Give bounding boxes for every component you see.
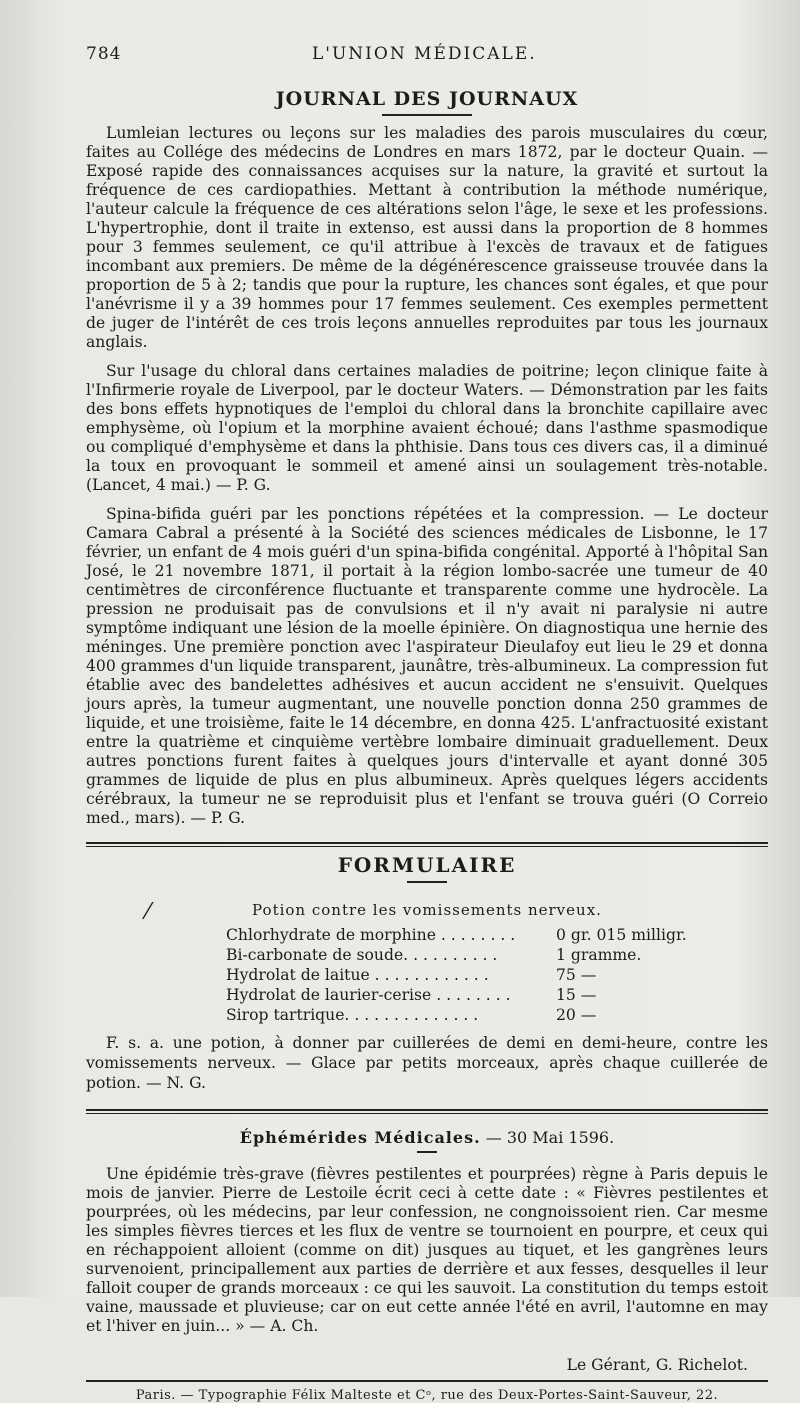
ingredient-quantity: 0 gr. 015 milligr. (556, 926, 687, 944)
title-rule (382, 114, 472, 116)
title-rule (417, 1151, 437, 1153)
ingredient-quantity: 1 gramme. (556, 946, 642, 964)
prescription-row (226, 1005, 687, 1025)
prescription-row (226, 965, 687, 985)
journal-name: L'UNION MÉDICALE. (312, 44, 537, 64)
prescription-table (226, 925, 687, 1025)
article-paragraph: Spina-bifida guéri par les ponctions répétées et la compression. — Le docteur Camara Cabral a présenté à la Société des sciences médicales de Lisbonne, le 17 février, un enfant de 4 mois guéri d'un spina-bifida congénital. Apporté à l'hôpital San José, le 21 novembre 1871, il portait à la région lombo-sacrée une tumeur de 40 centimètres de circonférence fluctuante et transparente comme une hydrocèle. La pression ne produisait pas de convulsions et il n'y avait ni paralysie ni autre symptôme indiquant une lésion de la moelle épinière. On diagnostiqua une hernie des méninges. Une première ponction avec l'aspirateur Dieulafoy eut lieu le 29 et donna 400 grammes d'un liquide transparent, jaunâtre, très-albumineux. La compression fut établie avec des bandelettes adhésives et aucun accident ne s'ensuivit. Quelques jours après, la tumeur augmentant, une nouvelle ponction donna 250 grammes de liquide, et une troisième, faite le 14 décembre, en donna 425. L'anfractuosité existant entre la quatrième et cinquième vertèbre lombaire diminuait graduellement. Deux autres ponctions furent faites à quelques jours d'intervalle et ayant donné 305 grammes de liquide de plus en plus albumineux. Après quelques légers accidents cérébraux, la tumeur ne se reproduisit plus et l'enfant se trouva guéri (O Correio med., mars). — P. G. (86, 505, 768, 827)
title-rule (407, 881, 447, 883)
section-title-formulaire: FORMULAIRE (337, 853, 517, 877)
prescription-row (226, 945, 687, 965)
prescription-note: F. s. a. une potion, à donner par cuillerées de demi en demi-heure, contre les vomissements nerveux. — Glace par petits morceaux, après chaque cuillerée de potion. — N. G. (86, 1034, 768, 1092)
ingredient-name: Sirop tartrique. . . . . . . . . . . . . . (226, 1006, 479, 1024)
article-paragraph: Lumleian lectures ou leçons sur les maladies des parois musculaires du cœur, faites au Collége des médecins de Londres en mars 1872, par le docteur Quain. — Exposé rapide des connaissances acquises sur la nature, la gravité et surtout la fréquence de ces cardiopathies. Mettant à contribution la méthode numérique, l'auteur calcule la fréquence de ces altérations selon l'âge, le sexe et les professions. L'hypertrophie, dont il traite in extenso, est aussi dans la proportion de 8 hommes pour 3 femmes seulement, ce qu'il attribue à l'excès de travaux et de fatigues incombant aux premiers. De même de la dégénérescence graisseuse trouvée dans la proportion de 5 à 2; tandis que pour la rupture, les chances sont égales, et que pour l'anévrisme il y a 39 hommes pour 17 femmes seulement. Ces exemples permettent de juger de l'intérêt de ces trois leçons annuelles reproduites par tous les journaux anglais. (86, 124, 768, 351)
ingredient-quantity: 15 — (556, 986, 597, 1004)
page-number: 784 (86, 44, 122, 64)
ingredient-quantity: 75 — (556, 966, 597, 984)
ephemerides-text: Une épidémie très-grave (fièvres pestilentes et pourprées) règne à Paris depuis le mois de janvier. Pierre de Lestoile écrit ceci à cette date : « Fièvres pestilentes et pourprées, où les médecins, par leur confession, ne congnoissoient rien. Car mesme les simples fièvres tierces et les flux de ventre se tournoient en pourpre, et ceux qui en réchappoient alloient (comme on dit) jusques au tiquet, et les gangrènes leurs survenoient, principallement aux parties de derrière et aux fesses, desquelles il leur falloit couper de grands morceaux : ce qui les sauvoit. La constitution du temps estoit vaine, maussade et pluvieuse; car on eut cette année l'été en avril, l'automne en may et l'hiver en juin... » — A. Ch. (86, 1164, 768, 1335)
ingredient-name: Hydrolat de laitue . . . . . . . . . . . . (226, 966, 489, 984)
footer-divider (86, 1380, 768, 1382)
running-head (86, 38, 768, 68)
prescription-heading: Potion contre les vomissements nerveux. (252, 901, 602, 919)
section-divider (86, 1109, 768, 1114)
ingredient-name: Chlorhydrate de morphine . . . . . . . . (226, 926, 516, 944)
signature: Le Gérant, G. Richelot. (566, 1355, 748, 1374)
ephemerides-heading: Éphémérides Médicales. (239, 1127, 481, 1147)
section-title-journal: JOURNAL DES JOURNAUX (275, 88, 579, 110)
section-divider (86, 842, 768, 847)
ingredient-quantity: 20 — (556, 1006, 597, 1024)
prescription-row (226, 985, 687, 1005)
ingredient-name: Bi-carbonate de soude. . . . . . . . . . (226, 946, 498, 964)
ephemerides-date: — 30 Mai 1596. (485, 1127, 615, 1147)
ephemerides-title (86, 1128, 768, 1147)
margin-mark: ⁄ (146, 900, 150, 925)
ingredient-name: Hydrolat de laurier-cerise . . . . . . . . (226, 986, 511, 1004)
printer-imprint: Paris. — Typographie Félix Malteste et Cᵒ, rue des Deux-Portes-Saint-Sauveur, 22. (135, 1387, 719, 1403)
prescription-row (226, 925, 687, 945)
article-paragraph: Sur l'usage du chloral dans certaines maladies de poitrine; leçon clinique faite à l'Infirmerie royale de Liverpool, par le docteur Waters. — Démonstration par les faits des bons effets hypnotiques de l'emploi du chloral dans la bronchite capillaire avec emphysème, où l'opium et la morphine avaient échoué; dans l'asthme spasmodique ou compliqué d'emphysème et dans la phthisie. Dans tous ces divers cas, il a diminué la toux en provoquant le sommeil et amené ainsi un soulagement très-notable. (Lancet, 4 mai.) — P. G. (86, 362, 768, 494)
